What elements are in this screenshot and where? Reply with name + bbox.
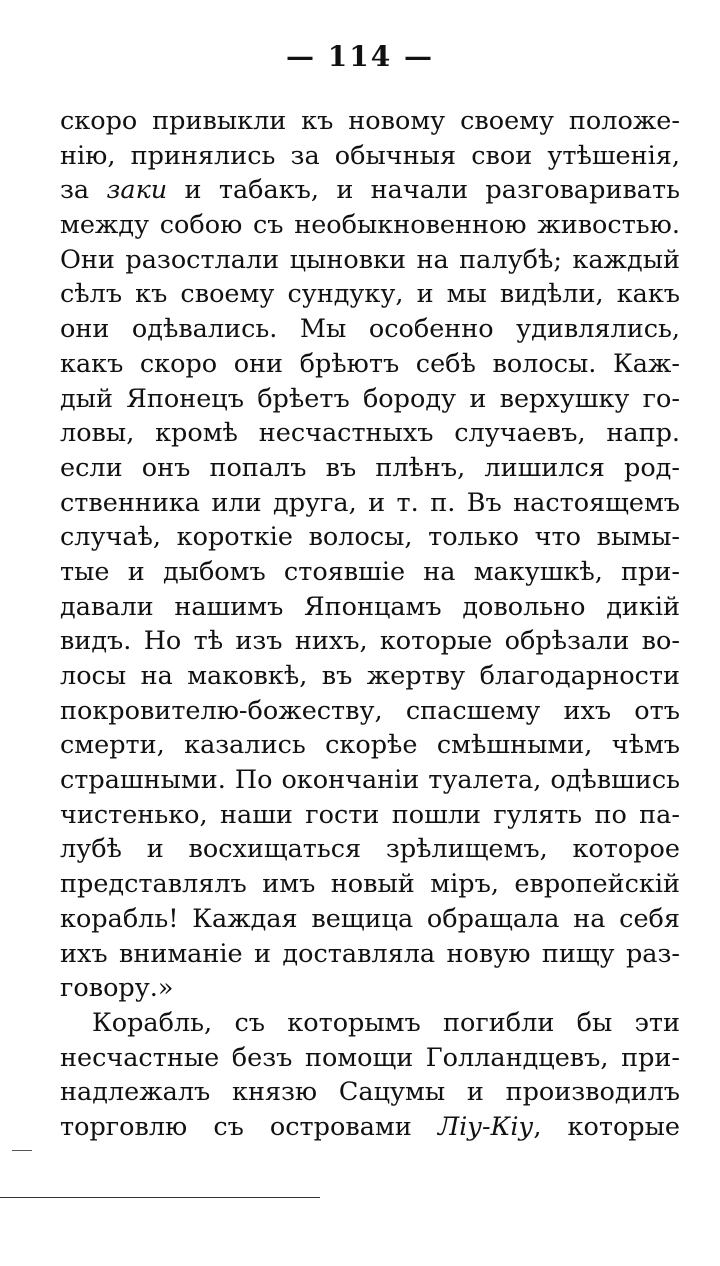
text-line: нію, принялись за обычныя свои утѣшенія, (60, 140, 680, 171)
text-line: Корабль, съ которымъ погибли бы эти (92, 1007, 680, 1038)
text-line: тые и дыбомъ стоявшіе на макушкѣ, при- (60, 556, 680, 587)
margin-mark (12, 1150, 32, 1151)
text-line: надлежалъ князю Сацумы и производилъ (60, 1077, 680, 1108)
text-fragment: за (60, 175, 90, 206)
text-line: лосы на маковкѣ, въ жертву благодарности (60, 661, 680, 691)
text-line: страшными. По окончаніи туалета, одѣвшись (60, 765, 680, 796)
text-line: ихъ вниманіе и доставляла новую пищу раз- (60, 938, 680, 969)
text-line: несчастные безъ помощи Голландцевъ, при- (60, 1042, 680, 1073)
text-line: корабль! Каждая вещица обращала на себя (60, 903, 680, 934)
italic-word: заки (106, 175, 168, 206)
text-fragment: и табакъ, и начали разговаривать (184, 175, 680, 206)
body-text (60, 104, 680, 1145)
text-line: сѣлъ къ своему сундуку, и мы видѣли, какъ (60, 279, 680, 310)
text-line: смерти, казались скорѣе смѣшными, чѣмъ (60, 730, 680, 761)
text-line: дый Японецъ брѣетъ бороду и верхушку го- (60, 383, 680, 414)
text-fragment: торговлю съ островами (60, 1111, 412, 1142)
page-number: — 114 — (286, 40, 434, 73)
bottom-rule (0, 1197, 320, 1198)
text-line: какъ скоро они брѣютъ себѣ волосы. Каж- (60, 348, 680, 379)
text-line: если онъ попалъ въ плѣнъ, лишился род- (60, 452, 680, 483)
text-line: ственника или друга, и т. п. Въ настоящемъ (60, 487, 680, 518)
text-line: скоро привыкли къ новому своему положе- (60, 106, 680, 136)
text-line: чистенько, наши гости пошли гулять по па- (60, 799, 680, 830)
italic-word: Ліу-Кіу (437, 1111, 534, 1142)
text-line: они одѣвались. Мы особенно удивлялись, (60, 314, 680, 345)
text-line: видъ. Но тѣ изъ нихъ, которые обрѣзали во- (60, 626, 680, 657)
text-line: случаѣ, короткіе волосы, только что вымы- (60, 522, 680, 553)
text-line: Они разостлали цыновки на палубѣ; каждый (60, 244, 680, 275)
text-line (60, 173, 680, 208)
text-line: говору.» (60, 973, 174, 1004)
text-line: лубѣ и восхищаться зрѣлищемъ, которое (60, 834, 680, 865)
text-line: представлялъ имъ новый міръ, европейскій (60, 869, 680, 900)
text-line (60, 1110, 680, 1145)
text-line: ловы, кромѣ несчастныхъ случаевъ, напр. (60, 418, 680, 449)
text-line: давали нашимъ Японцамъ довольно дикій (60, 591, 680, 622)
text-line: покровителю-божеству, спасшему ихъ отъ (60, 695, 680, 726)
text-line: между собою съ необыкновенною живостью. (60, 210, 680, 241)
text-fragment: , которые (533, 1111, 680, 1142)
